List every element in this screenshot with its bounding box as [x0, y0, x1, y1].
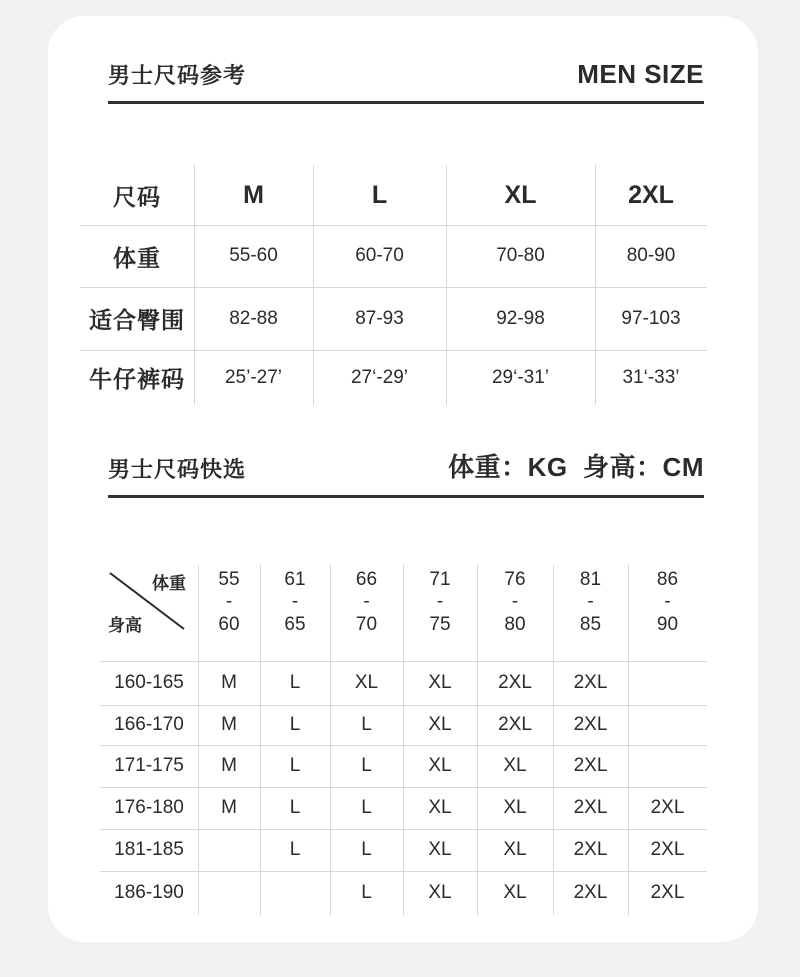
size-reference-table [80, 165, 707, 405]
size-cell: XL [354, 672, 379, 693]
size-cell: L [361, 714, 372, 735]
size-cell: L [361, 839, 372, 860]
size-cell: L [361, 797, 372, 818]
size-cell: 2XL [573, 797, 608, 818]
size-cell: XL [428, 839, 452, 860]
size-cell [628, 705, 707, 745]
size-column-header: L [371, 180, 388, 209]
size-cell: XL [428, 672, 452, 693]
table-cell: 97-103 [621, 307, 681, 329]
weight-range-high: 65 [284, 614, 306, 635]
size-column-header: 2XL [628, 180, 674, 209]
quick-select-header [108, 450, 704, 490]
table-cell: 55-60 [229, 245, 278, 266]
size-cell: L [289, 839, 301, 860]
size-cell: L [289, 755, 301, 776]
size-cell: L [361, 755, 372, 776]
row-label: 适合臀围 [89, 307, 185, 333]
size-cell: M [221, 797, 237, 818]
size-cell: 2XL [573, 755, 608, 776]
weight-range-low: 81 [579, 569, 602, 590]
size-cell: XL [503, 882, 527, 903]
weight-range-high: 85 [579, 614, 602, 635]
men-size-header [108, 56, 704, 96]
weight-range-header [403, 568, 477, 658]
size-cell: XL [428, 714, 452, 735]
size-cell: L [289, 797, 301, 818]
weight-range-sep: - [664, 591, 671, 612]
corner-cell [100, 565, 198, 661]
size-cell: L [289, 714, 301, 735]
size-cell: XL [428, 755, 452, 776]
weight-range-low: 55 [218, 569, 240, 590]
size-cell: XL [428, 797, 452, 818]
men-size-title-en: MEN SIZE [577, 59, 704, 89]
table-cell: 82-88 [229, 307, 278, 329]
quick-select-title-zh: 男士尺码快选 [108, 457, 247, 482]
weight-range-header [477, 568, 553, 658]
size-cell: 2XL [573, 714, 608, 735]
weight-range-low: 61 [284, 569, 306, 590]
table-cell: 92-98 [496, 307, 545, 329]
size-cell: L [289, 672, 301, 693]
men-size-title-zh: 男士尺码参考 [108, 63, 247, 88]
height-range-label: 171-175 [114, 755, 184, 776]
size-cell: 2XL [650, 839, 685, 860]
size-cell [628, 661, 707, 705]
weight-range-sep: - [587, 591, 594, 612]
table-cell: 70-80 [496, 245, 545, 266]
size-cell: XL [503, 839, 527, 860]
header-divider [108, 101, 704, 104]
size-cell: L [361, 882, 372, 903]
size-column-header: XL [504, 180, 537, 209]
size-cell: 2XL [650, 882, 685, 903]
table-cell: 87-93 [355, 307, 404, 329]
units-label: 体重：KG 身高：CM [448, 452, 704, 482]
size-cell [260, 871, 330, 915]
height-range-label: 176-180 [114, 797, 184, 818]
size-header-label: 尺码 [113, 183, 161, 210]
weight-range-sep: - [436, 591, 444, 612]
size-cell: M [221, 672, 237, 693]
weight-range-header [628, 568, 707, 658]
size-cell: 2XL [498, 714, 532, 735]
corner-weight-label: 体重 [152, 574, 186, 593]
size-cell: 2XL [573, 882, 608, 903]
weight-range-header [260, 568, 330, 658]
weight-range-low: 76 [504, 569, 526, 590]
weight-range-high: 75 [429, 614, 451, 635]
weight-range-header [330, 568, 403, 658]
size-column-header: M [243, 180, 264, 209]
weight-range-sep: - [291, 591, 299, 612]
row-label: 体重 [113, 244, 161, 271]
weight-range-low: 66 [355, 569, 378, 590]
header-divider [108, 495, 704, 498]
table-cell: 80-90 [626, 245, 676, 266]
size-cell: M [221, 755, 237, 776]
size-cell: XL [428, 882, 452, 903]
table-cell: 60-70 [355, 245, 404, 266]
table-cell: 27‘-29’ [350, 366, 409, 388]
height-range-label: 160-165 [114, 672, 184, 693]
table-cell: 25’-27’ [224, 366, 283, 388]
weight-range-high: 80 [504, 614, 526, 635]
weight-range-low: 71 [429, 569, 451, 590]
size-cell: M [221, 714, 237, 735]
size-cell [628, 745, 707, 787]
weight-range-sep: - [363, 591, 370, 612]
table-cell: 29‘-31’ [491, 366, 550, 388]
height-range-label: 186-190 [114, 882, 184, 903]
size-cell: XL [503, 755, 527, 776]
weight-range-high: 70 [355, 614, 378, 635]
weight-range-header [553, 568, 628, 658]
height-range-label: 181-185 [114, 839, 184, 860]
weight-range-sep: - [511, 591, 519, 612]
size-cell: 2XL [573, 672, 608, 693]
height-range-label: 166-170 [114, 714, 184, 735]
weight-range-header [198, 568, 260, 658]
weight-range-low: 86 [656, 569, 679, 590]
size-cell: 2XL [498, 672, 532, 693]
corner-height-label: 身高 [108, 616, 142, 635]
quick-select-table [100, 565, 707, 915]
size-cell: 2XL [573, 839, 608, 860]
weight-range-high: 60 [218, 614, 240, 635]
weight-range-high: 90 [656, 614, 679, 635]
size-cell: XL [503, 797, 527, 818]
weight-range-sep: - [225, 591, 233, 612]
row-label: 牛仔裤码 [89, 366, 185, 392]
table-cell: 31‘-33’ [622, 366, 680, 388]
size-cell [198, 871, 260, 915]
size-cell: 2XL [650, 797, 685, 818]
size-cell [198, 829, 260, 871]
